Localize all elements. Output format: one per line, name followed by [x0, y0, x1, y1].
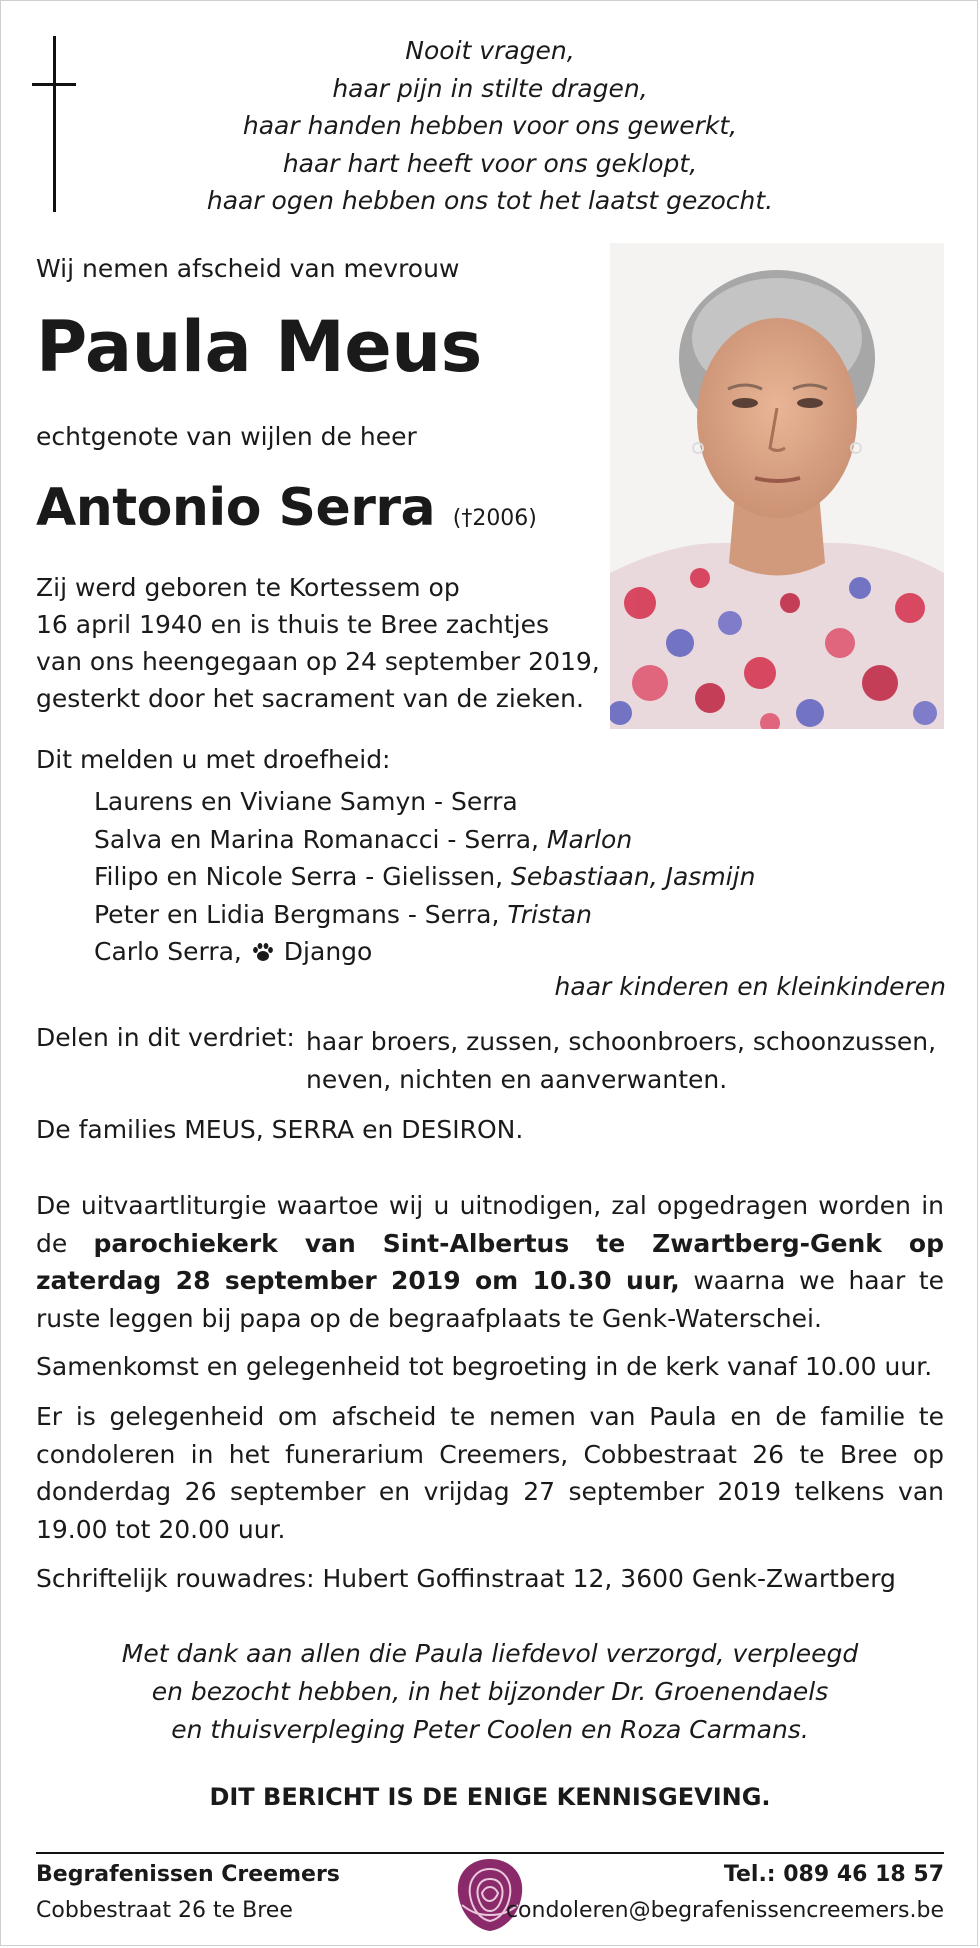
spouse-name: Antonio Serra	[36, 478, 436, 538]
family-line	[94, 896, 755, 934]
grandchildren-names: Marlon	[546, 824, 633, 854]
family-names: Laurens en Viviane Samyn - Serra	[94, 787, 518, 816]
mourning-address: Schriftelijk rouwadres: Hubert Goffinstraat 12, 3600 Genk-Zwartberg	[36, 1564, 896, 1593]
poem-line: haar handen hebben voor ons gewerkt,	[242, 111, 738, 140]
bio-line: van ons heengegaan op 24 september 2019,	[36, 647, 600, 676]
thanks-message	[60, 1635, 920, 1749]
bio-line: 16 april 1940 en is thuis te Bree zachtjes	[36, 610, 550, 639]
thanks-line: en bezocht hebben, in het bijzonder Dr. Groenendaels	[151, 1677, 829, 1706]
biography	[36, 569, 600, 717]
family-line	[94, 858, 755, 896]
family-names: Carlo Serra,	[94, 937, 242, 966]
funeral-paragraph	[36, 1187, 944, 1337]
paw-icon	[252, 942, 274, 962]
cross-icon	[32, 36, 76, 212]
thanks-line: Met dank aan allen die Paula liefdevol verzorgd, verpleegd	[121, 1639, 859, 1668]
poem-line: haar ogen hebben ons tot het laatst gezocht.	[206, 186, 774, 215]
poem-line: Nooit vragen,	[405, 36, 575, 65]
funeral-text: De uitvaartliturgie waartoe wij u uitnodigen, zal opgedragen worden in de	[36, 1191, 944, 1258]
share-line: haar broers, zussen, schoonbroers, schoonzussen,	[306, 1027, 937, 1056]
poem	[130, 32, 850, 220]
rose-logo-icon	[452, 1855, 528, 1935]
spouse-line	[36, 478, 537, 538]
share-list	[306, 1023, 936, 1098]
email-link[interactable]: condoleren@begrafenissencreemers.be	[505, 1898, 944, 1923]
deceased-name: Paula Meus	[36, 306, 482, 388]
thanks-line: en thuisverpleging Peter Coolen en Roza Carmans.	[171, 1715, 809, 1744]
gathering-paragraph: Samenkomst en gelegenheid tot begroeting in de kerk vanaf 10.00 uur.	[36, 1352, 933, 1381]
grandchildren-names: Tristan	[507, 899, 592, 929]
funeral-company: Begrafenissen Creemers	[36, 1862, 340, 1887]
portrait-photo	[610, 243, 944, 729]
families-line: De families MEUS, SERRA en DESIRON.	[36, 1115, 524, 1144]
pet-name: Django	[283, 937, 373, 966]
footer-divider	[36, 1852, 944, 1854]
spouse-death-year: (†2006)	[452, 506, 537, 531]
family-line	[94, 821, 755, 859]
condolence-paragraph: Er is gelegenheid om afscheid te nemen van Paula en de familie te condoleren in het funerarium Creemers, Cobbestraat 26 te Bree op donderdag 26 september en vrijdag 27 september 2019 telkens van 19.00 tot 20.00 uur.	[36, 1402, 944, 1544]
share-label: Delen in dit verdriet:	[36, 1023, 295, 1052]
family-names: Filipo en Nicole Serra - Gielissen,	[94, 862, 512, 891]
funeral-text-after: waarna we haar te ruste leggen bij papa op de begraafplaats te Genk-Waterschei.	[36, 1266, 945, 1333]
family-caption: haar kinderen en kleinkinderen	[554, 972, 946, 1001]
family-line	[94, 783, 755, 821]
grandchildren-names: Sebastiaan, Jasmijn	[511, 862, 756, 891]
notice-line: DIT BERICHT IS DE ENIGE KENNISGEVING.	[209, 1783, 771, 1811]
poem-line: haar hart heeft voor ons geklopt,	[282, 148, 698, 178]
family-line	[94, 933, 755, 971]
intro-text: Wij nemen afscheid van mevrouw	[36, 254, 460, 283]
funeral-location: parochiekerk van Sint-Albertus te Zwartberg-Genk op zaterdag 28 september 2019 om 10.30 uur,	[36, 1228, 944, 1295]
bio-line: Zij werd geboren te Kortessem op	[36, 573, 460, 602]
company-address: Cobbestraat 26 te Bree	[36, 1898, 293, 1923]
spouse-intro: echtgenote van wijlen de heer	[36, 422, 417, 451]
bio-line: gesterkt door het sacrament van de zieken.	[36, 684, 584, 713]
family-names: Salva en Marina Romanacci - Serra,	[94, 824, 547, 854]
announce-intro: Dit melden u met droefheid:	[36, 745, 391, 774]
phone-number: Tel.: 089 46 18 57	[723, 1862, 944, 1887]
family-list	[94, 783, 755, 971]
family-names: Peter en Lidia Bergmans - Serra,	[94, 899, 508, 929]
poem-line: haar pijn in stilte dragen,	[332, 73, 648, 103]
share-line: neven, nichten en aanverwanten.	[306, 1064, 728, 1094]
